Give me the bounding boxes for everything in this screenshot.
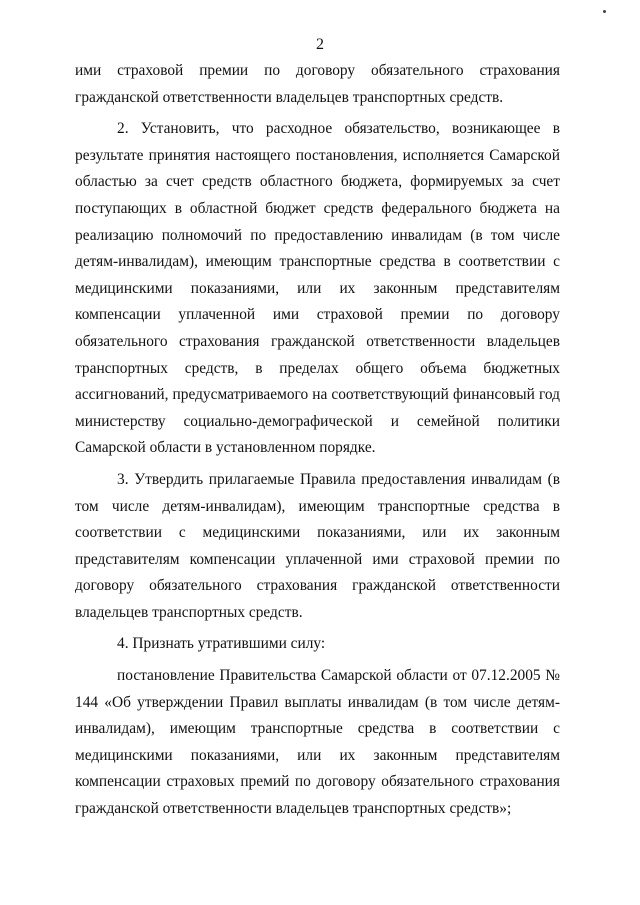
paragraph-continuation: ими страховой премии по договору обязательного страхования гражданской ответственности владельцев транспортных средств. <box>75 62 560 106</box>
paragraph-item-2: 2. Установить, что расходное обязательство, возникающее в результате принятия настоящего постановления, исполняется Самарской областью за счет средств областного бюджета, формируемых за счет поступающих в областной бюджет средств федерального бюджета на реализацию полномочий по предоставлению инвалидам (в том числе детям-инвалидам), имеющим транспортные средства в соответствии с медицинскими показаниями, или их законным представителям компенсации уплаченной ими страховой премии по договору обязательного страхования гражданской ответственности владельцев транспортных средств, в пределах общего объема бюджетных ассигнований, предусматриваемого на соответствующий финансовый год министерству социально-демографической и семейной политики Самарской области в установленном порядке. <box>75 120 560 457</box>
paragraph-item-4: 4. Признать утратившими силу: <box>117 635 326 653</box>
document-body <box>75 58 560 823</box>
paragraph-item-4-decree: постановление Правительства Самарской области от 07.12.2005 № 144 «Об утверждении Правил выплаты инвалидам (в том числе детям-инвалидам), имеющим транспортные средства в соответствии с медицинскими показаниями, или их законным представителям компенсации страховых премий по договору обязательного страхования гражданской ответственности владельцев транспортных средств»; <box>75 667 560 818</box>
scan-speck <box>603 10 606 13</box>
paragraph-item-3: 3. Утвердить прилагаемые Правила предоставления инвалидам (в том числе детям-инвалидам), имеющим транспортные средства в соответствии с медицинскими показаниями, или их законным представителям компенсации уплаченной ими страховой премии по договору обязательного страхования гражданской ответственности владельцев транспортных средств. <box>75 470 560 621</box>
page-number: 2 <box>316 36 324 53</box>
